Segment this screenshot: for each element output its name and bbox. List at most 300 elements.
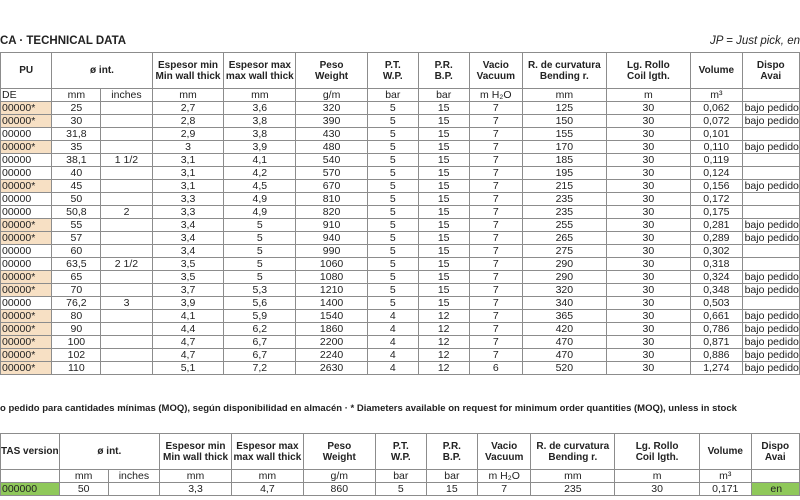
header-wall-max: Espesor max max wall thick xyxy=(224,53,296,89)
cell-bend: 195 xyxy=(523,167,607,180)
header-bending-radius: R. de curvatura Bending r. xyxy=(523,53,607,89)
cell-bp: 15 xyxy=(418,154,469,167)
cell-code: 00000 xyxy=(1,297,52,310)
cell-coil: 30 xyxy=(606,323,690,336)
cell-diam: 50 xyxy=(59,483,108,496)
cell-vacuum: 7 xyxy=(469,102,522,115)
cell-wp: 5 xyxy=(367,271,418,284)
version-units-unit-cell xyxy=(751,470,799,483)
table-row xyxy=(1,362,800,375)
version-units-unit-cell: m xyxy=(615,470,700,483)
header-row xyxy=(1,53,800,89)
version-header-coil-length: Lg. Rollo Coil lgth. xyxy=(615,434,700,470)
table-row xyxy=(1,193,800,206)
units-unit-cell: m H₂O xyxy=(469,89,522,102)
cell-wp: 5 xyxy=(367,219,418,232)
cell-wall-max: 5,9 xyxy=(224,310,296,323)
table-row xyxy=(1,310,800,323)
table-row xyxy=(1,336,800,349)
cell-coil: 30 xyxy=(606,232,690,245)
cell-wall-max: 5 xyxy=(224,271,296,284)
cell-weight: 2240 xyxy=(296,349,368,362)
cell-code: 00000* xyxy=(1,349,52,362)
version-units-unit-cell: mm xyxy=(160,470,232,483)
cell-diam: 70 xyxy=(52,284,101,297)
header-weight: Peso Weight xyxy=(296,53,368,89)
header-working-pressure: P.T. W.P. xyxy=(367,53,418,89)
cell-bend: 470 xyxy=(523,349,607,362)
cell-diam: 57 xyxy=(52,232,101,245)
cell-avail: bajo pedido xyxy=(742,232,799,245)
cell-weight: 990 xyxy=(296,245,368,258)
cell-bend: 185 xyxy=(523,154,607,167)
cell-coil: 30 xyxy=(606,154,690,167)
section-title: CA · TECHNICAL DATA xyxy=(0,35,127,47)
cell-vacuum: 7 xyxy=(477,483,531,496)
cell-volume: 0,318 xyxy=(691,258,742,271)
cell-diam: 102 xyxy=(52,349,101,362)
cell-wall-max: 6,7 xyxy=(224,349,296,362)
cell-weight: 570 xyxy=(296,167,368,180)
table-row xyxy=(1,349,800,362)
version-units-unit-cell: mm xyxy=(231,470,303,483)
cell-diam: 110 xyxy=(52,362,101,375)
cell-diam: 80 xyxy=(52,310,101,323)
cell-avail: bajo pedido xyxy=(742,310,799,323)
cell-inches xyxy=(101,180,152,193)
cell-wp: 5 xyxy=(367,128,418,141)
cell-bp: 15 xyxy=(418,297,469,310)
cell-weight: 430 xyxy=(296,128,368,141)
version-header-volume: Volume xyxy=(699,434,751,470)
cell-weight: 810 xyxy=(296,193,368,206)
cell-wall-min: 3,5 xyxy=(152,258,224,271)
cell-vacuum: 7 xyxy=(469,141,522,154)
cell-diam: 38,1 xyxy=(52,154,101,167)
cell-volume: 0,503 xyxy=(691,297,742,310)
cell-vacuum: 7 xyxy=(469,115,522,128)
technical-data-table xyxy=(0,52,800,375)
units-unit-cell: bar xyxy=(367,89,418,102)
cell-coil: 30 xyxy=(606,115,690,128)
cell-vacuum: 7 xyxy=(469,310,522,323)
cell-wall-max: 4,5 xyxy=(224,180,296,193)
header-wall-min: Espesor min Min wall thick xyxy=(152,53,224,89)
cell-bend: 235 xyxy=(523,206,607,219)
cell-bend: 235 xyxy=(531,483,615,496)
cell-volume: 0,871 xyxy=(691,336,742,349)
version-header-code: TAS version xyxy=(1,434,60,470)
cell-diam: 65 xyxy=(52,271,101,284)
cell-bend: 365 xyxy=(523,310,607,323)
cell-avail: bajo pedido xyxy=(742,102,799,115)
cell-bp: 15 xyxy=(418,206,469,219)
cell-bend: 420 xyxy=(523,323,607,336)
version-header-working-pressure: P.T. W.P. xyxy=(375,434,426,470)
cell-avail: bajo pedido xyxy=(742,180,799,193)
cell-vacuum: 7 xyxy=(469,271,522,284)
cell-wall-max: 3,9 xyxy=(224,141,296,154)
cell-bp: 15 xyxy=(418,232,469,245)
cell-volume: 0,172 xyxy=(691,193,742,206)
cell-weight: 390 xyxy=(296,115,368,128)
cell-volume: 0,324 xyxy=(691,271,742,284)
cell-avail: bajo pedido xyxy=(742,115,799,128)
units-row xyxy=(1,89,800,102)
version-units-unit-cell: bar xyxy=(375,470,426,483)
cell-code: 00000 xyxy=(1,206,52,219)
cell-coil: 30 xyxy=(606,271,690,284)
cell-wall-min: 3,3 xyxy=(152,193,224,206)
cell-wall-min: 3,1 xyxy=(152,154,224,167)
cell-weight: 2200 xyxy=(296,336,368,349)
cell-wp: 5 xyxy=(367,102,418,115)
cell-wall-max: 5 xyxy=(224,219,296,232)
cell-bp: 15 xyxy=(418,167,469,180)
footnote: o pedido para cantidades mínimas (MOQ), según disponibilidad en almacén · * Diameters available on request for minimum order quantities (MOQ), unless in stock xyxy=(0,403,737,414)
cell-bend: 520 xyxy=(523,362,607,375)
version-units-unit-cell: g/m xyxy=(303,470,375,483)
cell-code: 00000 xyxy=(1,128,52,141)
cell-vacuum: 7 xyxy=(469,297,522,310)
cell-wall-max: 5 xyxy=(224,258,296,271)
cell-wall-min: 3,4 xyxy=(152,232,224,245)
cell-bp: 15 xyxy=(418,193,469,206)
cell-weight: 860 xyxy=(303,483,375,496)
cell-wall-min: 2,9 xyxy=(152,128,224,141)
cell-wp: 4 xyxy=(367,362,418,375)
version-header-weight: Peso Weight xyxy=(303,434,375,470)
cell-wp: 4 xyxy=(367,323,418,336)
version-units-unit-cell: m H₂O xyxy=(477,470,531,483)
cell-weight: 910 xyxy=(296,219,368,232)
cell-wp: 4 xyxy=(367,349,418,362)
legend-note: JP = Just pick, en xyxy=(709,35,800,47)
cell-avail: en xyxy=(751,483,799,496)
cell-avail: bajo pedido xyxy=(742,323,799,336)
cell-coil: 30 xyxy=(606,141,690,154)
cell-vacuum: 7 xyxy=(469,167,522,180)
cell-vacuum: 7 xyxy=(469,349,522,362)
cell-wall-min: 2,7 xyxy=(152,102,224,115)
table-row xyxy=(1,154,800,167)
cell-coil: 30 xyxy=(606,258,690,271)
cell-bp: 12 xyxy=(418,336,469,349)
cell-volume: 0,786 xyxy=(691,323,742,336)
table-row xyxy=(1,141,800,154)
cell-bp: 12 xyxy=(418,310,469,323)
table-row xyxy=(1,271,800,284)
cell-wp: 5 xyxy=(375,483,426,496)
cell-vacuum: 7 xyxy=(469,232,522,245)
version-header-availability: Dispo Avai xyxy=(751,434,799,470)
cell-inches: 3 xyxy=(101,297,152,310)
table-row xyxy=(1,102,800,115)
cell-wall-max: 4,9 xyxy=(224,193,296,206)
cell-wall-max: 4,9 xyxy=(224,206,296,219)
cell-diam: 30 xyxy=(52,115,101,128)
table-row xyxy=(1,297,800,310)
cell-bp: 15 xyxy=(426,483,477,496)
cell-wp: 5 xyxy=(367,154,418,167)
cell-volume: 0,302 xyxy=(691,245,742,258)
cell-diam: 25 xyxy=(52,102,101,115)
cell-avail xyxy=(742,154,799,167)
cell-wall-max: 4,7 xyxy=(231,483,303,496)
cell-volume: 0,124 xyxy=(691,167,742,180)
header-diameter: ø int. xyxy=(52,53,152,89)
units-unit-cell: inches xyxy=(101,89,152,102)
header-availability: Dispo Avai xyxy=(742,53,799,89)
cell-diam: 55 xyxy=(52,219,101,232)
cell-inches xyxy=(101,102,152,115)
cell-code: 000000 xyxy=(1,483,60,496)
cell-wall-max: 3,8 xyxy=(224,115,296,128)
cell-wp: 5 xyxy=(367,206,418,219)
cell-bp: 12 xyxy=(418,349,469,362)
cell-bp: 15 xyxy=(418,271,469,284)
cell-wp: 5 xyxy=(367,115,418,128)
cell-wall-min: 3,3 xyxy=(160,483,232,496)
cell-coil: 30 xyxy=(606,362,690,375)
cell-code: 00000* xyxy=(1,232,52,245)
cell-wp: 5 xyxy=(367,167,418,180)
cell-wall-min: 2,8 xyxy=(152,115,224,128)
cell-diam: 31,8 xyxy=(52,128,101,141)
cell-bend: 290 xyxy=(523,258,607,271)
units-unit-cell: mm xyxy=(523,89,607,102)
version-units-unit-cell: bar xyxy=(426,470,477,483)
cell-wall-max: 5 xyxy=(224,232,296,245)
table-row xyxy=(1,167,800,180)
table-row xyxy=(1,258,800,271)
cell-diam: 35 xyxy=(52,141,101,154)
cell-wall-min: 3,4 xyxy=(152,219,224,232)
cell-wall-max: 5 xyxy=(224,245,296,258)
cell-avail: bajo pedido xyxy=(742,336,799,349)
units-unit-cell: m xyxy=(606,89,690,102)
cell-code: 00000 xyxy=(1,167,52,180)
cell-vacuum: 6 xyxy=(469,362,522,375)
table-row xyxy=(1,232,800,245)
cell-coil: 30 xyxy=(606,128,690,141)
cell-bp: 15 xyxy=(418,128,469,141)
cell-volume: 0,156 xyxy=(691,180,742,193)
cell-bp: 15 xyxy=(418,115,469,128)
cell-wall-min: 4,7 xyxy=(152,336,224,349)
cell-weight: 480 xyxy=(296,141,368,154)
cell-wall-max: 5,6 xyxy=(224,297,296,310)
cell-bp: 15 xyxy=(418,102,469,115)
cell-volume: 0,101 xyxy=(691,128,742,141)
cell-volume: 0,348 xyxy=(691,284,742,297)
cell-diam: 60 xyxy=(52,245,101,258)
cell-inches xyxy=(101,349,152,362)
cell-wall-max: 3,8 xyxy=(224,128,296,141)
cell-wall-max: 6,7 xyxy=(224,336,296,349)
cell-wall-min: 3 xyxy=(152,141,224,154)
version-header-vacuum: Vacio Vacuum xyxy=(477,434,531,470)
version-units-unit-cell: m³ xyxy=(699,470,751,483)
cell-wall-max: 4,2 xyxy=(224,167,296,180)
cell-vacuum: 7 xyxy=(469,258,522,271)
cell-wall-min: 3,5 xyxy=(152,271,224,284)
cell-avail xyxy=(742,167,799,180)
cell-bp: 15 xyxy=(418,219,469,232)
cell-wall-max: 6,2 xyxy=(224,323,296,336)
table-row xyxy=(1,206,800,219)
cell-bend: 470 xyxy=(523,336,607,349)
cell-code: 00000* xyxy=(1,102,52,115)
cell-code: 00000* xyxy=(1,336,52,349)
cell-volume: 0,110 xyxy=(691,141,742,154)
cell-wall-max: 4,1 xyxy=(224,154,296,167)
cell-wp: 5 xyxy=(367,180,418,193)
cell-volume: 0,072 xyxy=(691,115,742,128)
cell-diam: 50,8 xyxy=(52,206,101,219)
cell-coil: 30 xyxy=(606,193,690,206)
cell-inches xyxy=(101,323,152,336)
cell-vacuum: 7 xyxy=(469,128,522,141)
cell-volume: 0,171 xyxy=(699,483,751,496)
cell-avail xyxy=(742,193,799,206)
cell-inches xyxy=(101,336,152,349)
cell-diam: 40 xyxy=(52,167,101,180)
cell-volume: 0,289 xyxy=(691,232,742,245)
version-header-wall-min: Espesor min Min wall thick xyxy=(160,434,232,470)
cell-inches xyxy=(101,245,152,258)
units-unit-cell: m³ xyxy=(691,89,742,102)
cell-bend: 255 xyxy=(523,219,607,232)
cell-bend: 265 xyxy=(523,232,607,245)
cell-diam: 100 xyxy=(52,336,101,349)
version-header-bending-radius: R. de curvatura Bending r. xyxy=(531,434,615,470)
cell-wall-min: 4,7 xyxy=(152,349,224,362)
header-volume: Volume xyxy=(691,53,742,89)
cell-code: 00000 xyxy=(1,154,52,167)
cell-weight: 1540 xyxy=(296,310,368,323)
header-coil-length: Lg. Rollo Coil lgth. xyxy=(606,53,690,89)
cell-inches xyxy=(101,115,152,128)
cell-weight: 1080 xyxy=(296,271,368,284)
units-unit-cell: DE xyxy=(1,89,52,102)
cell-wall-max: 5,3 xyxy=(224,284,296,297)
cell-inches xyxy=(101,219,152,232)
cell-wall-min: 3,3 xyxy=(152,206,224,219)
cell-diam: 63,5 xyxy=(52,258,101,271)
table-row xyxy=(1,115,800,128)
cell-coil: 30 xyxy=(606,284,690,297)
cell-inches xyxy=(101,141,152,154)
cell-coil: 30 xyxy=(606,245,690,258)
cell-inches xyxy=(101,232,152,245)
cell-code: 00000 xyxy=(1,193,52,206)
cell-wp: 5 xyxy=(367,193,418,206)
cell-wp: 4 xyxy=(367,310,418,323)
cell-avail: bajo pedido xyxy=(742,219,799,232)
cell-code: 00000 xyxy=(1,245,52,258)
cell-code: 00000* xyxy=(1,141,52,154)
cell-coil: 30 xyxy=(606,206,690,219)
cell-coil: 30 xyxy=(606,102,690,115)
cell-weight: 1210 xyxy=(296,284,368,297)
cell-inches xyxy=(101,167,152,180)
table-row xyxy=(1,245,800,258)
cell-bp: 15 xyxy=(418,141,469,154)
version-units-unit-cell: mm xyxy=(531,470,615,483)
cell-code: 00000* xyxy=(1,180,52,193)
cell-inches xyxy=(101,310,152,323)
cell-inches xyxy=(108,483,159,496)
cell-avail: bajo pedido xyxy=(742,284,799,297)
version-header-diameter: ø int. xyxy=(59,434,160,470)
cell-wall-min: 3,4 xyxy=(152,245,224,258)
version-units-unit-cell: mm xyxy=(59,470,108,483)
cell-avail xyxy=(742,258,799,271)
cell-code: 00000* xyxy=(1,271,52,284)
cell-wall-min: 3,1 xyxy=(152,167,224,180)
cell-diam: 50 xyxy=(52,193,101,206)
cell-vacuum: 7 xyxy=(469,154,522,167)
cell-avail xyxy=(742,128,799,141)
cell-code: 00000 xyxy=(1,258,52,271)
cell-wp: 5 xyxy=(367,258,418,271)
cell-vacuum: 7 xyxy=(469,180,522,193)
cell-coil: 30 xyxy=(606,349,690,362)
cell-wp: 5 xyxy=(367,245,418,258)
cell-wp: 5 xyxy=(367,232,418,245)
cell-volume: 0,175 xyxy=(691,206,742,219)
cell-inches xyxy=(101,128,152,141)
cell-diam: 90 xyxy=(52,323,101,336)
cell-weight: 940 xyxy=(296,232,368,245)
units-unit-cell: mm xyxy=(224,89,296,102)
cell-weight: 1860 xyxy=(296,323,368,336)
cell-diam: 45 xyxy=(52,180,101,193)
units-unit-cell: mm xyxy=(52,89,101,102)
cell-wall-min: 3,1 xyxy=(152,180,224,193)
cell-wp: 5 xyxy=(367,141,418,154)
cell-avail: bajo pedido xyxy=(742,349,799,362)
cell-weight: 2630 xyxy=(296,362,368,375)
cell-inches xyxy=(101,362,152,375)
table-row xyxy=(1,323,800,336)
cell-diam: 76,2 xyxy=(52,297,101,310)
technical-data-body xyxy=(1,102,800,375)
cell-bend: 155 xyxy=(523,128,607,141)
cell-code: 00000* xyxy=(1,310,52,323)
cell-wall-min: 3,9 xyxy=(152,297,224,310)
cell-coil: 30 xyxy=(606,167,690,180)
cell-avail: bajo pedido xyxy=(742,271,799,284)
version-table-row xyxy=(1,483,800,496)
cell-bend: 125 xyxy=(523,102,607,115)
cell-avail xyxy=(742,245,799,258)
table-row xyxy=(1,219,800,232)
header-vacuum: Vacio Vacuum xyxy=(469,53,522,89)
cell-wall-min: 4,4 xyxy=(152,323,224,336)
cell-volume: 0,281 xyxy=(691,219,742,232)
cell-bend: 235 xyxy=(523,193,607,206)
cell-volume: 1,274 xyxy=(691,362,742,375)
cell-wall-min: 4,1 xyxy=(152,310,224,323)
cell-inches: 2 xyxy=(101,206,152,219)
cell-bp: 15 xyxy=(418,258,469,271)
cell-vacuum: 7 xyxy=(469,245,522,258)
version-units-unit-cell xyxy=(1,470,60,483)
cell-wall-min: 3,7 xyxy=(152,284,224,297)
table-row xyxy=(1,128,800,141)
